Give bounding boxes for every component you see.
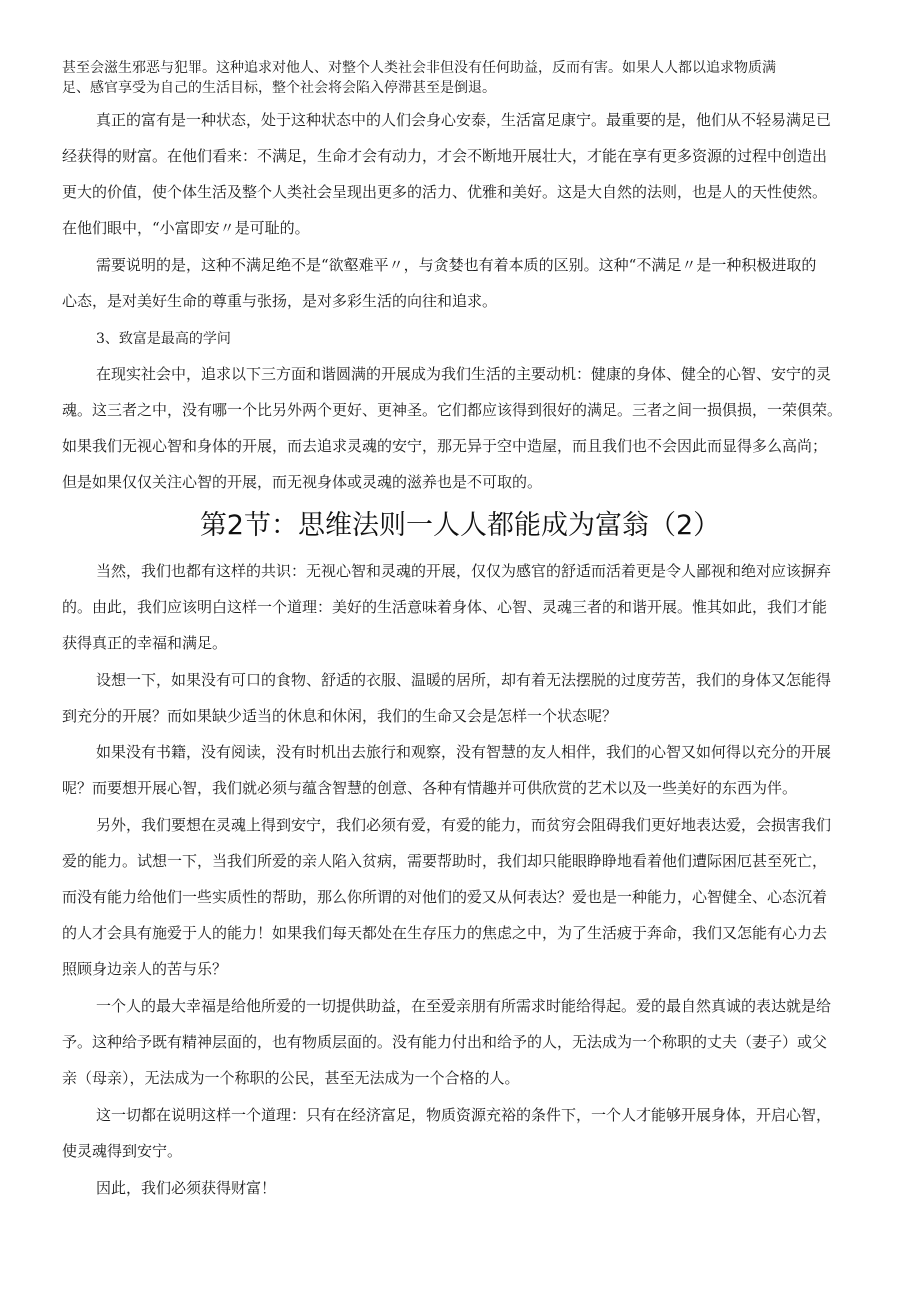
- text-line: 这一切都在说明这样一个道理：只有在经济富足，物质资源充裕的条件下，一个人才能够开展身体，开启心智，: [96, 1106, 832, 1124]
- text-line: 如果没有书籍，没有阅读，没有时机出去旅行和观察，没有智慧的友人相伴，我们的心智又如何得以充分的开展: [96, 743, 832, 761]
- text-line: 魂。这三者之中，没有哪一个比另外两个更好、更神圣。它们都应该得到很好的满足。三者之间一损俱损，一荣俱荣。: [62, 401, 843, 419]
- text-line: 照顾身边亲人的苦与乐？: [62, 960, 228, 978]
- text-line: 获得真正的幸福和满足。: [62, 634, 228, 652]
- text-line: 的人才会具有施爱于人的能力！如果我们每天都处在生存压力的焦虑之中，为了生活疲于奔命，我们又怎能有心力去: [62, 924, 828, 942]
- section-paragraph-5: [62, 996, 858, 1088]
- text-line: 足、感官享受为自己的生活目标，整个社会将会陷入停滞甚至是倒退。: [62, 80, 496, 96]
- text-line: 3、致富是最高的学问: [96, 331, 231, 347]
- text-line: 真正的富有是一种状态，处于这种状态中的人们会身心安泰，生活富足康宁。最重要的是，他们从不轻易满足已: [96, 111, 832, 129]
- text-line: 另外，我们要想在灵魂上得到安宁，我们必须有爱，有爱的能力，而贫穷会阻碍我们更好地表达爱，会损害我们: [96, 816, 832, 834]
- text-line: 心态，是对美好生命的尊重与张扬，是对多彩生活的向往和追求。: [62, 292, 498, 310]
- text-line: 的。由此，我们应该明白这样一个道理：美好的生活意味着身体、心智、灵魂三者的和谐开展。惟其如此，我们才能: [62, 598, 828, 616]
- text-line: 需要说明的是，这种不满足绝不是“欲壑难平〃，与贪婪也有着本质的区别。这种“不满足〃是一种积极进取的: [96, 256, 817, 274]
- subheading-3: [62, 329, 858, 349]
- paragraph-1: [62, 58, 858, 98]
- text-line: 当然，我们也都有这样的共识：无视心智和灵魂的开展，仅仅为感官的舒适而活着更是令人鄙视和绝对应该摒弃: [96, 562, 832, 580]
- text-line: 经获得的财富。在他们看来：不满足，生命才会有动力，才会不断地开展壮大，才能在享有更多资源的过程中创造出: [62, 147, 828, 165]
- paragraph-2: [62, 110, 858, 238]
- text-line: 设想一下，如果没有可口的食物、舒适的衣服、温暖的居所，却有着无法摆脱的过度劳苦，我们的身体又怎能得: [96, 671, 832, 689]
- text-line: 甚至会滋生邪恶与犯罪。这种追求对他人、对整个人类社会非但没有任何助益，反而有害。如果人人都以追求物质满: [62, 60, 776, 76]
- text-line: 到充分的开展？而如果缺少适当的休息和休闲，我们的生命又会是怎样一个状态呢？: [62, 707, 618, 725]
- text-line: 但是如果仅仅关注心智的开展，而无视身体或灵魂的滋养也是不可取的。: [62, 473, 543, 491]
- text-line: 如果我们无视心智和身体的开展，而去追求灵魂的安宁，那无异于空中造屋，而且我们也不会因此而显得多么高尚；: [62, 437, 828, 455]
- text-line: 在现实社会中，追求以下三方面和谐圆满的开展成为我们生活的主要动机：健康的身体、健全的心智、安宁的灵: [96, 365, 832, 383]
- text-line: 而没有能力给他们一些实质性的帮助，那么你所谓的对他们的爱又从何表达？爱也是一种能力，心智健全、心态沉着: [62, 888, 828, 906]
- text-line: 予。这种给予既有精神层面的，也有物质层面的。没有能力付出和给予的人，无法成为一个称职的丈夫（妻子）或父: [62, 1033, 828, 1051]
- section-paragraph-7: [62, 1178, 858, 1198]
- text-line: 爱的能力。试想一下，当我们所爱的亲人陷入贫病，需要帮助时，我们却只能眼睁睁地看着他们遭际困厄甚至死亡，: [62, 852, 828, 870]
- section-paragraph-3: [62, 742, 858, 798]
- text-line: 因此，我们必须获得财富！: [96, 1179, 277, 1197]
- text-line: 一个人的最大幸福是给他所爱的一切提供助益，在至爱亲朋有所需求时能给得起。爱的最自然真诚的表达就是给: [96, 997, 832, 1015]
- section-paragraph-2: [62, 670, 858, 726]
- section-heading: 第2节：思维法则一人人都能成为富翁（2）: [199, 510, 721, 541]
- section-paragraph-1: [62, 561, 858, 653]
- text-line: 在他们眼中，“小富即安〃是可耻的。: [62, 219, 310, 237]
- text-line: 呢？而要想开展心智，我们就必须与蕴含智慧的创意、各种有情趣并可供欣赏的艺术以及一些美好的东西为伴。: [62, 779, 798, 797]
- paragraph-3: [62, 255, 858, 311]
- text-line: 使灵魂得到安宁。: [62, 1142, 183, 1160]
- section-paragraph-6: [62, 1105, 858, 1161]
- text-line: 更大的价值，使个体生活及整个人类社会呈现出更多的活力、优雅和美好。这是大自然的法则，也是人的天性使然。: [62, 183, 828, 201]
- text-line: 亲（母亲），无法成为一个称职的公民，甚至无法成为一个合格的人。: [62, 1069, 520, 1087]
- section-paragraph-4: [62, 815, 858, 979]
- paragraph-5: [62, 364, 858, 492]
